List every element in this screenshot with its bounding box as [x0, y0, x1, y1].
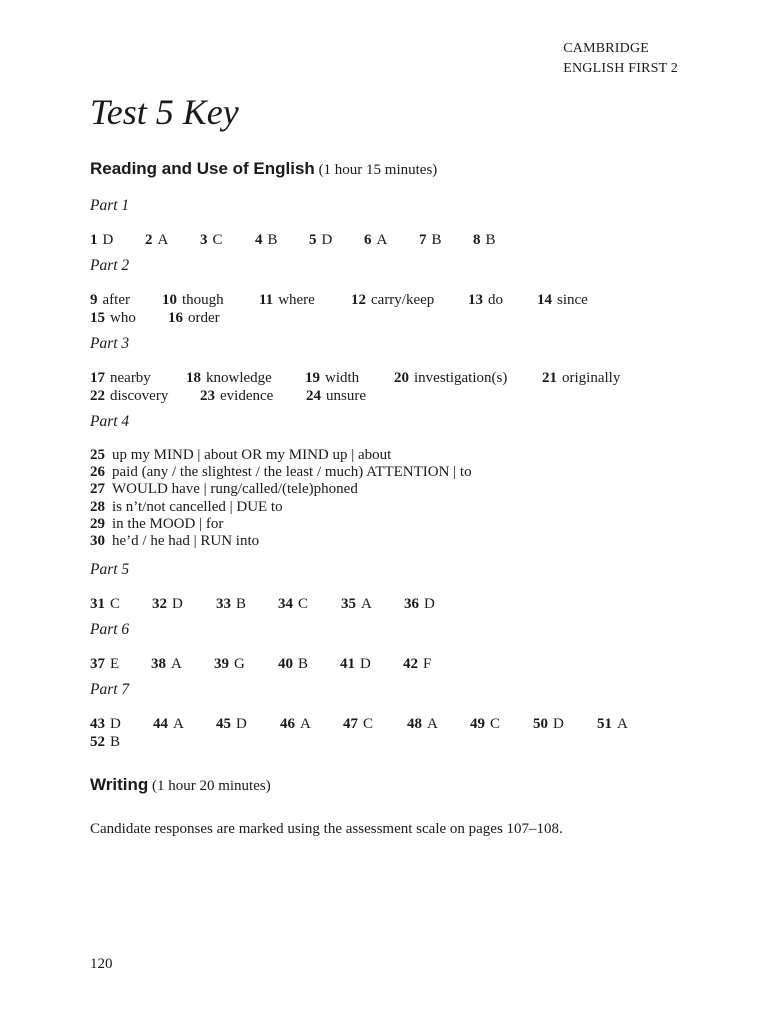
- answer-row: [90, 715, 710, 733]
- answer-item: [186, 369, 272, 387]
- answer-text: D: [236, 716, 247, 732]
- answer-row: [90, 231, 710, 249]
- answer-text: B: [431, 232, 442, 248]
- question-number: 3: [200, 232, 208, 248]
- answer-text: A: [361, 596, 372, 612]
- answer-row: [90, 733, 710, 751]
- question-number: 19: [305, 370, 320, 386]
- answer-item: [168, 309, 220, 327]
- answer-row: [90, 369, 710, 387]
- answer-text: B: [298, 656, 309, 672]
- question-number: 50: [533, 716, 548, 732]
- answer-row: [90, 595, 710, 613]
- header-line-2: ENGLISH FIRST 2: [563, 61, 678, 76]
- list-item: [90, 447, 710, 464]
- question-number: 42: [403, 656, 418, 672]
- answer-item: [214, 655, 245, 673]
- answer-item: [473, 231, 496, 249]
- page-title: Test 5 Key: [90, 92, 239, 132]
- answer-text: since: [557, 292, 588, 308]
- answer-item: [90, 387, 168, 405]
- answer-item: [280, 715, 311, 733]
- question-number: 31: [90, 596, 105, 612]
- answer-text: A: [376, 232, 388, 248]
- question-number: 15: [90, 310, 105, 326]
- answer-text: carry/keep: [371, 292, 435, 308]
- answer-item: [145, 231, 168, 249]
- answer-text: C: [490, 716, 501, 732]
- section-duration: (1 hour 20 minutes): [151, 778, 271, 794]
- answer-text: he’d / he had | RUN into: [112, 533, 260, 550]
- answer-item: [470, 715, 500, 733]
- answer-item: [90, 369, 151, 387]
- transformation-list: [90, 447, 710, 550]
- part-label: Part 1: [90, 197, 130, 214]
- page-number: 120: [90, 956, 113, 972]
- question-number: 11: [259, 292, 274, 308]
- answer-text: where: [278, 292, 315, 308]
- part-label: Part 3: [90, 335, 130, 352]
- part-label: Part 4: [90, 413, 130, 430]
- answer-text: D: [360, 656, 371, 672]
- answer-text: C: [212, 232, 223, 248]
- question-number: 24: [306, 388, 321, 404]
- question-number: 7: [419, 232, 427, 248]
- answer-item: [403, 655, 431, 673]
- question-number: 1: [90, 232, 98, 248]
- answer-text: up my MIND | about OR my MIND up | about: [112, 447, 392, 463]
- answer-text: discovery: [110, 388, 169, 404]
- answer-item: [216, 595, 246, 613]
- answer-part-6: [90, 620, 710, 673]
- question-number: 34: [278, 596, 293, 612]
- answer-item: [597, 715, 628, 733]
- question-number: 23: [200, 388, 215, 404]
- question-number: 5: [309, 232, 317, 248]
- answer-text: paid (any / the slightest / the least / much) ATTENTION | to: [112, 464, 472, 481]
- question-number: 40: [278, 656, 293, 672]
- answer-text: originally: [562, 370, 621, 386]
- answer-text: order: [188, 310, 220, 326]
- answer-text: who: [110, 310, 136, 326]
- answer-row: [90, 655, 710, 673]
- question-number: 26: [90, 464, 105, 481]
- section-name: Reading and Use of English: [90, 159, 315, 178]
- answer-row: [90, 309, 710, 327]
- answer-item: [468, 291, 503, 309]
- question-number: 43: [90, 716, 105, 732]
- answer-text: evidence: [220, 388, 274, 404]
- answer-part-4: [90, 412, 710, 550]
- answer-item: [90, 733, 120, 751]
- question-number: 21: [542, 370, 557, 386]
- answer-text: in the MOOD | for: [112, 515, 224, 532]
- question-number: 32: [152, 596, 167, 612]
- answer-item: [309, 231, 332, 249]
- answer-item: [200, 231, 223, 249]
- answer-item: [351, 291, 434, 309]
- section-heading-writing: [90, 774, 271, 797]
- answer-text: B: [236, 596, 247, 612]
- question-number: 6: [364, 232, 372, 248]
- writing-note: Candidate responses are marked using the assessment scale on pages 107–108.: [90, 821, 563, 837]
- question-number: 48: [407, 716, 422, 732]
- answer-text: width: [325, 370, 360, 386]
- question-number: 41: [340, 656, 355, 672]
- question-number: 8: [473, 232, 481, 248]
- question-number: 20: [394, 370, 409, 386]
- part-label: Part 5: [90, 561, 130, 578]
- answer-item: [90, 595, 120, 613]
- answer-text: A: [157, 232, 169, 248]
- list-item: [90, 481, 710, 498]
- answer-text: B: [267, 232, 278, 248]
- answer-item: [537, 291, 588, 309]
- answer-item: [419, 231, 442, 249]
- answer-text: do: [488, 292, 503, 308]
- answer-text: E: [110, 656, 120, 672]
- answer-item: [90, 655, 119, 673]
- answer-part-2: [90, 256, 710, 327]
- question-number: 37: [90, 656, 105, 672]
- answer-row: [90, 387, 710, 405]
- part-label: Part 2: [90, 257, 130, 274]
- list-item: [90, 533, 710, 550]
- answer-item: [162, 291, 224, 309]
- answer-text: A: [617, 716, 628, 732]
- answer-item: [407, 715, 438, 733]
- answer-item: [151, 655, 182, 673]
- answer-item: [152, 595, 183, 613]
- question-number: 16: [168, 310, 183, 326]
- question-number: 25: [90, 447, 105, 463]
- question-number: 51: [597, 716, 612, 732]
- answer-text: A: [173, 716, 184, 732]
- answer-text: investigation(s): [414, 370, 508, 386]
- answer-text: knowledge: [206, 370, 272, 386]
- answer-text: unsure: [326, 388, 366, 404]
- answer-item: [343, 715, 373, 733]
- answer-item: [153, 715, 184, 733]
- question-number: 13: [468, 292, 483, 308]
- answer-text: D: [424, 596, 435, 612]
- answer-part-1: [90, 196, 710, 249]
- answer-item: [533, 715, 564, 733]
- answer-item: [278, 655, 308, 673]
- section-duration: (1 hour 15 minutes): [318, 162, 438, 178]
- answer-text: C: [298, 596, 309, 612]
- answer-item: [200, 387, 273, 405]
- question-number: 9: [90, 292, 98, 308]
- answer-text: D: [553, 716, 564, 732]
- answer-text: G: [234, 656, 245, 672]
- part-label: Part 7: [90, 681, 130, 698]
- question-number: 18: [186, 370, 201, 386]
- section-heading-reading: [90, 158, 437, 181]
- answer-text: nearby: [110, 370, 151, 386]
- answer-part-7: [90, 680, 710, 751]
- question-number: 2: [145, 232, 153, 248]
- answer-item: [90, 715, 121, 733]
- question-number: 35: [341, 596, 356, 612]
- answer-text: F: [423, 656, 432, 672]
- answer-item: [255, 231, 278, 249]
- section-name: Writing: [90, 775, 149, 794]
- question-number: 45: [216, 716, 231, 732]
- answer-item: [305, 369, 359, 387]
- question-number: 52: [90, 734, 105, 750]
- answer-item: [340, 655, 371, 673]
- answer-text: D: [321, 232, 333, 248]
- answer-item: [364, 231, 387, 249]
- series-header: [563, 39, 678, 79]
- answer-text: WOULD have | rung/called/(tele)phoned: [112, 481, 358, 498]
- answer-text: is n’t/not cancelled | DUE to: [112, 498, 283, 515]
- header-line-1: CAMBRIDGE: [563, 41, 650, 56]
- question-number: 36: [404, 596, 419, 612]
- answer-text: B: [110, 734, 121, 750]
- answer-item: [306, 387, 366, 405]
- answer-part-3: [90, 334, 710, 405]
- answer-text: after: [102, 292, 130, 308]
- question-number: 29: [90, 515, 105, 532]
- question-number: 10: [162, 292, 177, 308]
- list-item: [90, 499, 710, 516]
- answer-part-5: [90, 560, 710, 613]
- answer-text: A: [427, 716, 438, 732]
- answer-text: A: [171, 656, 182, 672]
- answer-item: [394, 369, 507, 387]
- question-number: 38: [151, 656, 166, 672]
- answer-text: C: [363, 716, 374, 732]
- question-number: 4: [255, 232, 263, 248]
- question-number: 27: [90, 481, 105, 498]
- answer-item: [216, 715, 247, 733]
- question-number: 28: [90, 498, 105, 515]
- answer-item: [90, 291, 130, 309]
- question-number: 47: [343, 716, 358, 732]
- question-number: 49: [470, 716, 485, 732]
- question-number: 44: [153, 716, 168, 732]
- question-number: 22: [90, 388, 105, 404]
- part-label: Part 6: [90, 621, 130, 638]
- answer-item: [259, 291, 315, 309]
- answer-text: A: [300, 716, 311, 732]
- list-item: [90, 464, 710, 481]
- answer-item: [341, 595, 372, 613]
- question-number: 46: [280, 716, 295, 732]
- question-number: 12: [351, 292, 366, 308]
- answer-text: D: [172, 596, 183, 612]
- list-item: [90, 516, 710, 533]
- answer-text: D: [102, 232, 114, 248]
- answer-text: C: [110, 596, 121, 612]
- answer-item: [404, 595, 435, 613]
- answer-item: [90, 309, 136, 327]
- question-number: 30: [90, 533, 105, 550]
- question-number: 17: [90, 370, 105, 386]
- answer-row: [90, 291, 710, 309]
- question-number: 14: [537, 292, 552, 308]
- question-number: 39: [214, 656, 229, 672]
- answer-text: though: [182, 292, 224, 308]
- answer-item: [90, 231, 113, 249]
- question-number: 33: [216, 596, 231, 612]
- answer-text: B: [485, 232, 496, 248]
- answer-item: [278, 595, 308, 613]
- answer-item: [542, 369, 620, 387]
- answer-text: D: [110, 716, 121, 732]
